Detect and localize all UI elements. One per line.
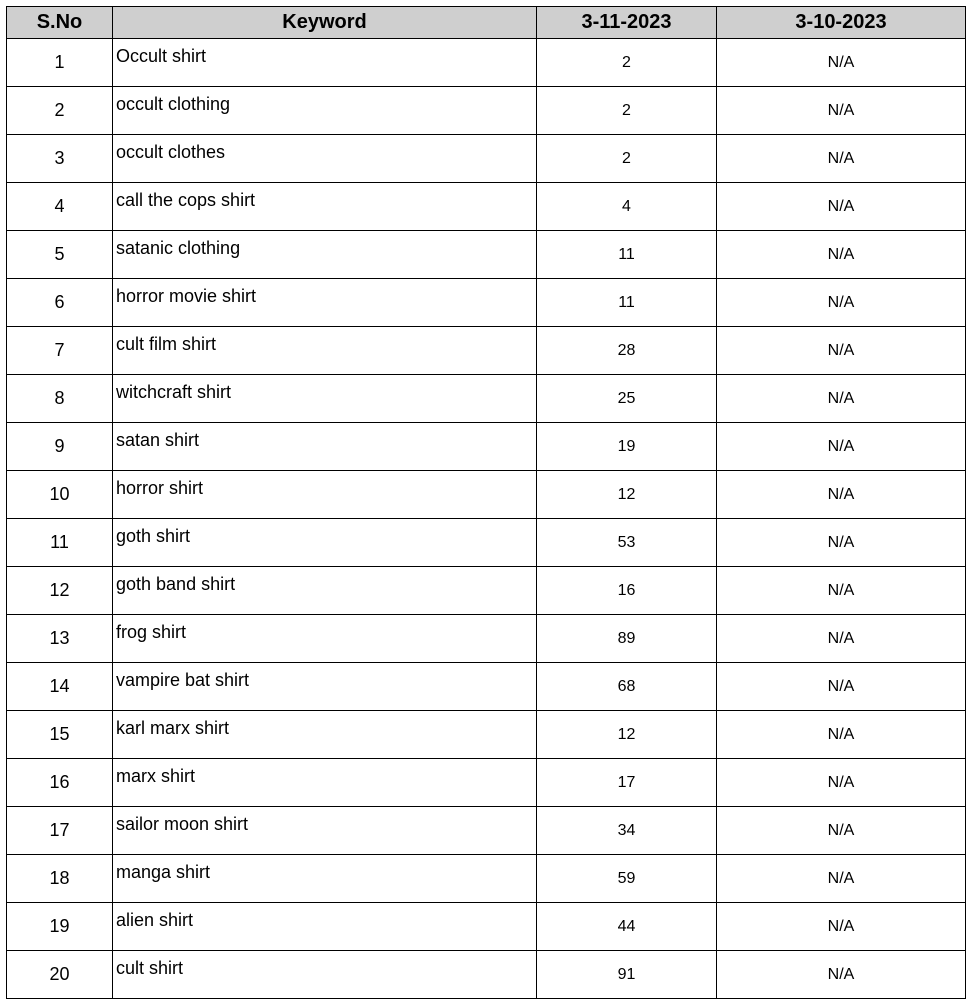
cell-date-1[interactable]: 11 <box>537 279 717 327</box>
cell-date-2[interactable]: N/A <box>717 807 966 855</box>
header-keyword[interactable]: Keyword <box>113 7 537 39</box>
table-row <box>7 663 966 711</box>
cell-sno[interactable]: 2 <box>7 87 113 135</box>
cell-date-1[interactable]: 44 <box>537 903 717 951</box>
cell-sno[interactable]: 16 <box>7 759 113 807</box>
table-row <box>7 519 966 567</box>
cell-sno[interactable]: 19 <box>7 903 113 951</box>
cell-sno[interactable]: 6 <box>7 279 113 327</box>
cell-keyword[interactable]: witchcraft shirt <box>113 375 537 423</box>
keyword-table <box>6 6 966 999</box>
cell-date-1[interactable]: 4 <box>537 183 717 231</box>
cell-sno[interactable]: 15 <box>7 711 113 759</box>
cell-date-2[interactable]: N/A <box>717 327 966 375</box>
header-date-2[interactable]: 3-10-2023 <box>717 7 966 39</box>
cell-sno[interactable]: 11 <box>7 519 113 567</box>
cell-sno[interactable]: 20 <box>7 951 113 999</box>
header-date-1[interactable]: 3-11-2023 <box>537 7 717 39</box>
cell-date-1[interactable]: 11 <box>537 231 717 279</box>
cell-sno[interactable]: 5 <box>7 231 113 279</box>
table-row <box>7 471 966 519</box>
cell-date-1[interactable]: 17 <box>537 759 717 807</box>
cell-date-2[interactable]: N/A <box>717 615 966 663</box>
cell-date-1[interactable]: 12 <box>537 471 717 519</box>
cell-keyword[interactable]: marx shirt <box>113 759 537 807</box>
cell-sno[interactable]: 4 <box>7 183 113 231</box>
cell-date-2[interactable]: N/A <box>717 375 966 423</box>
cell-date-1[interactable]: 2 <box>537 135 717 183</box>
cell-keyword[interactable]: call the cops shirt <box>113 183 537 231</box>
cell-date-1[interactable]: 91 <box>537 951 717 999</box>
table-row <box>7 183 966 231</box>
cell-date-2[interactable]: N/A <box>717 951 966 999</box>
header-row <box>7 7 966 39</box>
table-row <box>7 39 966 87</box>
cell-keyword[interactable]: cult film shirt <box>113 327 537 375</box>
cell-date-1[interactable]: 53 <box>537 519 717 567</box>
cell-date-1[interactable]: 2 <box>537 39 717 87</box>
cell-date-2[interactable]: N/A <box>717 567 966 615</box>
table-row <box>7 711 966 759</box>
cell-keyword[interactable]: horror shirt <box>113 471 537 519</box>
cell-date-2[interactable]: N/A <box>717 39 966 87</box>
cell-sno[interactable]: 9 <box>7 423 113 471</box>
cell-date-1[interactable]: 28 <box>537 327 717 375</box>
table-row <box>7 135 966 183</box>
table-row <box>7 903 966 951</box>
cell-date-2[interactable]: N/A <box>717 135 966 183</box>
cell-sno[interactable]: 17 <box>7 807 113 855</box>
table-row <box>7 231 966 279</box>
cell-date-1[interactable]: 59 <box>537 855 717 903</box>
table-row <box>7 87 966 135</box>
cell-keyword[interactable]: occult clothes <box>113 135 537 183</box>
cell-sno[interactable]: 1 <box>7 39 113 87</box>
cell-sno[interactable]: 12 <box>7 567 113 615</box>
header-sno[interactable]: S.No <box>7 7 113 39</box>
cell-keyword[interactable]: cult shirt <box>113 951 537 999</box>
cell-keyword[interactable]: vampire bat shirt <box>113 663 537 711</box>
table-row <box>7 855 966 903</box>
cell-date-1[interactable]: 19 <box>537 423 717 471</box>
cell-sno[interactable]: 3 <box>7 135 113 183</box>
cell-keyword[interactable]: manga shirt <box>113 855 537 903</box>
table-row <box>7 279 966 327</box>
cell-keyword[interactable]: Occult shirt <box>113 39 537 87</box>
table-row <box>7 375 966 423</box>
cell-keyword[interactable]: satanic clothing <box>113 231 537 279</box>
cell-date-2[interactable]: N/A <box>717 519 966 567</box>
cell-date-2[interactable]: N/A <box>717 711 966 759</box>
cell-date-1[interactable]: 16 <box>537 567 717 615</box>
cell-date-2[interactable]: N/A <box>717 183 966 231</box>
table-row <box>7 615 966 663</box>
cell-keyword[interactable]: karl marx shirt <box>113 711 537 759</box>
cell-date-1[interactable]: 68 <box>537 663 717 711</box>
cell-date-1[interactable]: 12 <box>537 711 717 759</box>
cell-date-1[interactable]: 25 <box>537 375 717 423</box>
cell-date-2[interactable]: N/A <box>717 471 966 519</box>
table-row <box>7 327 966 375</box>
cell-date-2[interactable]: N/A <box>717 87 966 135</box>
cell-date-2[interactable]: N/A <box>717 423 966 471</box>
table-row <box>7 423 966 471</box>
cell-date-1[interactable]: 89 <box>537 615 717 663</box>
cell-sno[interactable]: 18 <box>7 855 113 903</box>
cell-sno[interactable]: 8 <box>7 375 113 423</box>
cell-date-2[interactable]: N/A <box>717 903 966 951</box>
cell-sno[interactable]: 13 <box>7 615 113 663</box>
cell-keyword[interactable]: satan shirt <box>113 423 537 471</box>
cell-date-2[interactable]: N/A <box>717 279 966 327</box>
cell-date-1[interactable]: 34 <box>537 807 717 855</box>
cell-keyword[interactable]: sailor moon shirt <box>113 807 537 855</box>
table-row <box>7 807 966 855</box>
table-row <box>7 567 966 615</box>
cell-keyword[interactable]: occult clothing <box>113 87 537 135</box>
cell-sno[interactable]: 7 <box>7 327 113 375</box>
cell-keyword[interactable]: goth shirt <box>113 519 537 567</box>
cell-keyword[interactable]: goth band shirt <box>113 567 537 615</box>
cell-date-1[interactable]: 2 <box>537 87 717 135</box>
cell-date-2[interactable]: N/A <box>717 759 966 807</box>
cell-sno[interactable]: 14 <box>7 663 113 711</box>
cell-date-2[interactable]: N/A <box>717 231 966 279</box>
table-row <box>7 951 966 999</box>
table-body <box>7 39 966 999</box>
table-row <box>7 759 966 807</box>
cell-keyword[interactable]: frog shirt <box>113 615 537 663</box>
cell-keyword[interactable]: alien shirt <box>113 903 537 951</box>
cell-date-2[interactable]: N/A <box>717 855 966 903</box>
cell-sno[interactable]: 10 <box>7 471 113 519</box>
cell-date-2[interactable]: N/A <box>717 663 966 711</box>
cell-keyword[interactable]: horror movie shirt <box>113 279 537 327</box>
